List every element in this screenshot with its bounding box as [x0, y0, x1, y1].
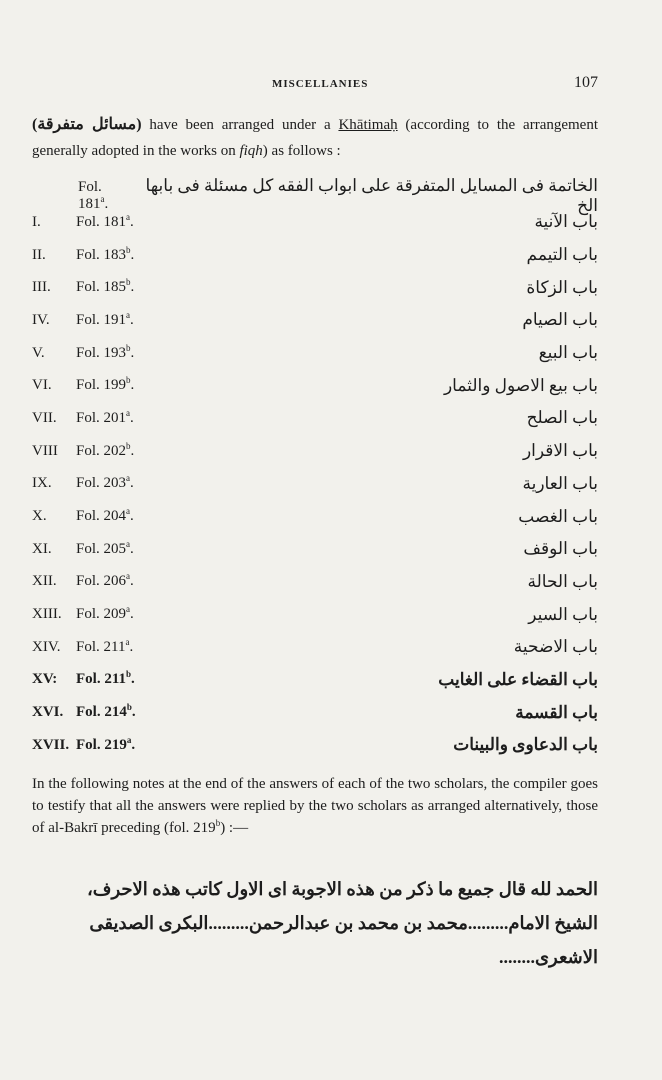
chapter-row — [32, 696, 598, 729]
chapter-folio: Fol. 202$^b$. — [76, 440, 135, 459]
chapter-folio-number: Fol. 214 — [76, 704, 127, 721]
chapter-folio: Fol. 183$^b$. — [76, 244, 135, 263]
chapter-row — [32, 500, 598, 533]
intro-paragraph — [32, 112, 598, 164]
chapter-arabic-title: باب الزكاة — [526, 277, 598, 297]
chapter-folio-sup: a — [126, 604, 131, 615]
chapter-number: V. — [32, 344, 45, 361]
chapter-arabic-title: باب السير — [528, 604, 598, 624]
chapter-folio: Fol. 219$^a$. — [76, 734, 136, 753]
chapter-folio-sup: b — [126, 277, 131, 288]
chapter-folio-number: Fol. 185 — [76, 279, 127, 296]
chapter-folio: Fol. 191$^a$. — [76, 309, 134, 328]
chapter-arabic-title: باب الصيام — [522, 310, 598, 330]
chapter-folio-number: Fol. 211 — [76, 671, 127, 688]
chapter-arabic-title: باب البيع — [538, 343, 598, 363]
chapter-arabic-title: باب الغصب — [518, 506, 598, 526]
chapter-row — [32, 402, 598, 435]
chapter-folio-sup: b — [126, 669, 132, 680]
chapter-arabic-title: باب الاضحية — [513, 637, 598, 657]
notes-text-2: ) :— — [220, 820, 249, 836]
chapter-folio-sup: b — [126, 342, 131, 353]
chapter-number: XI. — [32, 540, 52, 557]
chapter-row — [32, 468, 598, 501]
chapter-folio-sup: a — [125, 636, 130, 647]
chapter-number: X. — [32, 508, 47, 525]
chapter-row — [32, 337, 598, 370]
notes-paragraph — [32, 773, 598, 839]
chapter-number: XIII. — [32, 606, 62, 623]
chapter-row — [32, 533, 598, 566]
chapter-row — [32, 369, 598, 402]
chapter-arabic-title: باب بيع الاصول والثمار — [443, 375, 598, 395]
intro-arabic-term: (مسائل متفرقة) — [32, 116, 142, 133]
chapter-folio-sup: b — [126, 440, 131, 451]
chapter-folio-sup: a — [126, 407, 131, 418]
chapter-folio-sup: b — [126, 702, 132, 713]
chapter-folio-number: Fol. 201 — [76, 409, 127, 426]
chapter-row — [32, 206, 598, 239]
chapter-number: VI. — [32, 377, 52, 394]
chapter-arabic-title: باب القسمة — [515, 702, 598, 722]
chapter-folio: Fol. 205$^a$. — [76, 538, 134, 557]
chapter-number: XII. — [32, 573, 57, 590]
intro-khatimah: Khātimaḥ — [338, 117, 398, 133]
chapter-arabic-title: باب العارية — [522, 473, 598, 493]
arabic-line-3: الاشعرى........ — [498, 947, 598, 967]
chapter-folio-number: Fol. 199 — [76, 377, 127, 394]
chapter-arabic-title: باب القضاء على الغايب — [438, 669, 598, 689]
notes-text-1: In the following notes at the end of the answers of each of the two scholars, the compiler goes to testify that all the answers were replied by the two scholars as arranged alternatively, those of al-Bakrī preceding (fol. 219 — [32, 776, 598, 836]
intro-fiqh: fiqh — [239, 143, 263, 159]
chapter-number: XV: — [32, 671, 58, 688]
arabic-line-2: الشيخ الامام.........محمد بن محمد بن عبدالرحمن.........البكرى الصديقى — [89, 913, 598, 933]
chapter-arabic-title: باب الاقرار — [522, 441, 598, 461]
chapter-arabic-title: باب الصلح — [526, 408, 598, 428]
arabic-quotation — [32, 872, 598, 974]
chapter-folio-number: Fol. 202 — [76, 442, 127, 459]
chapter-folio-sup: a — [126, 538, 131, 549]
chapter-folio-number: Fol. 206 — [76, 573, 127, 590]
chapter-folio: Fol. 206$^a$. — [76, 571, 134, 590]
chapter-folio: Fol. 185$^b$. — [76, 277, 135, 296]
chapter-folio: Fol. 203$^a$. — [76, 473, 134, 492]
intro-text-1: have been arranged under a — [141, 117, 339, 133]
chapter-arabic-title: باب الآنية — [534, 212, 598, 232]
chapter-folio-number: Fol. 181 — [76, 213, 127, 230]
chapter-row — [32, 239, 598, 272]
chapter-arabic-title: باب الحالة — [527, 571, 598, 591]
chapter-folio-number: Fol. 204 — [76, 508, 127, 525]
chapter-folio-number: Fol. 209 — [76, 606, 127, 623]
khatimah-folio-number: Fol. 181 — [78, 179, 102, 212]
chapter-folio-number: Fol. 183 — [76, 246, 127, 263]
chapter-folio: Fol. 211$^b$. — [76, 669, 135, 688]
chapter-folio-number: Fol. 205 — [76, 540, 127, 557]
khatimah-arabic: الخاتمة فى المسايل المتفرقة على ابواب الفقه كل مسئلة فى بابها الخ — [145, 176, 598, 215]
chapter-number: I. — [32, 213, 41, 230]
chapter-arabic-title: باب الدعاوى والبينات — [453, 735, 598, 755]
chapter-row — [32, 729, 598, 762]
chapter-folio: Fol. 199$^b$. — [76, 375, 135, 394]
chapter-number: XVI. — [32, 704, 64, 721]
chapter-folio: Fol. 214$^b$. — [76, 702, 136, 721]
chapter-folio: Fol. 193$^b$. — [76, 342, 135, 361]
chapter-number: XVII. — [32, 736, 70, 753]
chapter-number: II. — [32, 246, 46, 263]
chapter-folio-number: Fol. 211 — [76, 638, 126, 655]
khatimah-folio-sup: a — [100, 194, 105, 204]
chapter-number: XIV. — [32, 638, 61, 655]
chapter-arabic-title: باب التيمم — [526, 245, 598, 265]
chapter-row — [32, 664, 598, 697]
chapter-folio-sup: a — [126, 571, 131, 582]
chapter-folio-number: Fol. 193 — [76, 344, 127, 361]
chapter-row — [32, 435, 598, 468]
notes-sup: b — [215, 818, 221, 828]
chapter-folio: Fol. 201$^a$. — [76, 407, 134, 426]
chapter-folio: Fol. 181$^a$. — [76, 211, 134, 230]
chapter-folio-sup: a — [126, 473, 131, 484]
chapter-folio: Fol. 211$^a$. — [76, 636, 134, 655]
khatimah-folio: Fol. 181$^a$. — [78, 179, 109, 212]
chapter-row — [32, 304, 598, 337]
chapter-row — [32, 631, 598, 664]
chapter-list — [32, 206, 598, 762]
chapter-folio-number: Fol. 219 — [76, 736, 127, 753]
chapter-folio-sup: a — [126, 734, 132, 745]
chapter-folio-number: Fol. 203 — [76, 475, 127, 492]
chapter-folio: Fol. 209$^a$. — [76, 604, 134, 623]
intro-text-2: (according to the arrangement generally adopted in the works on — [32, 117, 598, 159]
arabic-line-1: الحمد لله قال جميع ما ذكر من هذه الاجوبة اى الاول كاتب هذه الاحرف، — [86, 879, 598, 899]
intro-text-3: ) as follows : — [262, 143, 341, 159]
chapter-folio-number: Fol. 191 — [76, 311, 127, 328]
chapter-folio-sup: a — [126, 211, 131, 222]
chapter-row — [32, 598, 598, 631]
chapter-number: IX. — [32, 475, 52, 492]
chapter-row — [32, 271, 598, 304]
chapter-number: VII. — [32, 409, 57, 426]
page-number: 107 — [574, 74, 598, 91]
chapter-folio-sup: b — [126, 375, 131, 386]
chapter-folio: Fol. 204$^a$. — [76, 506, 134, 525]
chapter-number: VIII — [32, 442, 58, 459]
chapter-row — [32, 566, 598, 599]
chapter-arabic-title: باب الوقف — [523, 539, 598, 559]
chapter-folio-sup: a — [126, 309, 131, 320]
running-head: MISCELLANIES — [272, 78, 369, 90]
chapter-folio-sup: b — [126, 244, 131, 255]
chapter-folio-sup: a — [126, 506, 131, 517]
chapter-number: III. — [32, 279, 51, 296]
chapter-number: IV. — [32, 311, 50, 328]
